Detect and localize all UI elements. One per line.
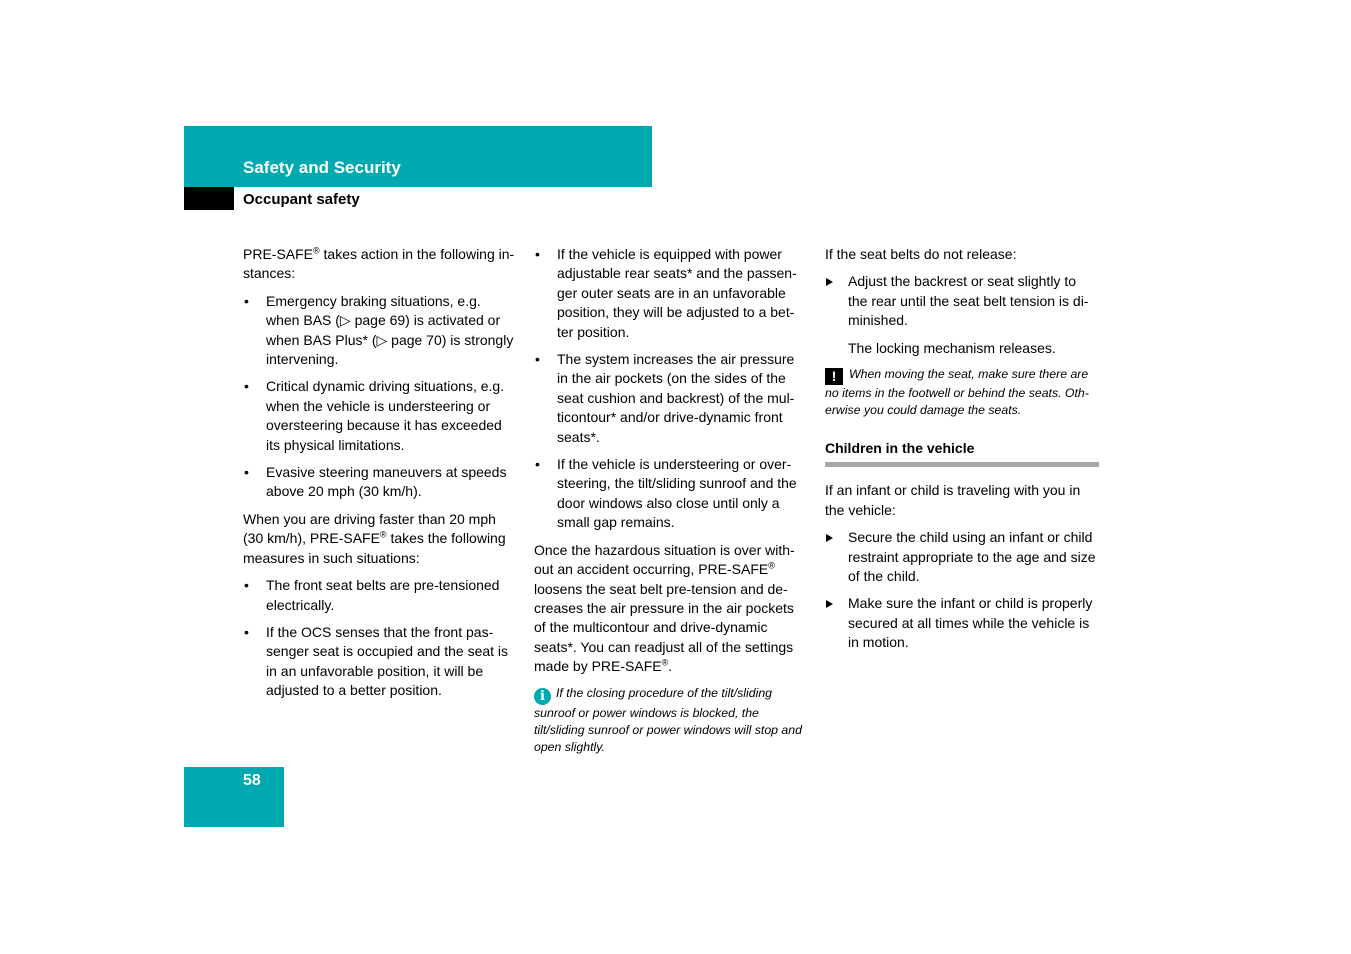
page-number: 58 [243, 772, 261, 789]
step-arrow-icon [826, 278, 833, 286]
column-3 [825, 245, 1099, 661]
belts-intro: If the seat belts do not release: [825, 246, 1017, 262]
subsection-title: Occupant safety [243, 191, 360, 208]
list-item: • Critical dynamic driving situations, e.g. when the vehicle is understeering or oversteering because it has exceeded its physical limitations. [244, 378, 505, 453]
warning-note-text: When moving the seat, make sure there are no items in the footwell or behind the seats. Oth-erwise you could damage the seats. [825, 367, 1089, 418]
children-heading: Children in the vehicle [825, 439, 1099, 467]
info-note [534, 685, 808, 756]
subsection-marker [184, 187, 234, 210]
list-item: • Emergency braking situations, e.g. when BAS (▷ page 69) is activated or when BAS Plus* (▷ page 70) is strongly intervening. [244, 292, 514, 368]
step-arrow-icon [826, 600, 833, 608]
measures-list [243, 576, 517, 700]
children-steps [825, 528, 1099, 652]
warning-icon: ! [825, 368, 843, 385]
step-arrow-icon [826, 534, 833, 542]
info-icon: i [534, 688, 551, 705]
list-item: • If the vehicle is equipped with power adjustable rear seats* and the passen-ger outer seats are in an unfavorable position, they will be adjusted to a bet-ter position. [535, 246, 797, 340]
warning-note [825, 366, 1099, 419]
info-note-text: If the closing procedure of the tilt/sliding sunroof or power windows is blocked, the tilt/sliding sunroof or power windows will stop and open slightly. [534, 685, 802, 754]
children-paragraph: If an infant or child is traveling with you in the vehicle: [825, 482, 1081, 518]
list-item: • If the vehicle is understeering or over-steering, the tilt/sliding sunroof and the door windows also close until only a small gap remains. [535, 456, 797, 531]
measures-list-continued [534, 245, 808, 533]
list-item: • The front seat belts are pre-tensioned electrically. [244, 577, 500, 613]
list-item: • Evasive steering maneuvers at speeds above 20 mph (30 km/h). [244, 464, 507, 500]
instruction-step: Adjust the backrest or seat slightly to the rear until the seat belt tension is di-minished. [825, 272, 1099, 330]
hazard-over-paragraph: Once the hazardous situation is over with-out an accident occurring, PRE-SAFE® loosens the seat belt pre-tension and de-creases the air pressure in the air pockets of the multicontour and drive-dynamic seats*. You can readjust all of the settings made by PRE-SAFE®. [534, 541, 795, 675]
instruction-step: Make sure the infant or child is properly secured at all times while the vehicle is in motion. [825, 594, 1099, 652]
list-item: • The system increases the air pressure in the air pockets (on the sides of the seat cushion and backrest) of the mul-ticontour* and/or drive-dynamic front seats*. [535, 351, 795, 445]
column-2 [534, 245, 808, 768]
list-item: • If the OCS senses that the front pas-senger seat is occupied and the seat is in an unfavorable position, it will be adjusted to a better position. [244, 623, 509, 699]
intro-paragraph: PRE-SAFE® takes action in the following in-stances: [243, 245, 515, 282]
section-title: Safety and Security [243, 158, 401, 177]
step-result: The locking mechanism releases. [848, 339, 1056, 356]
page-number-box [184, 767, 284, 827]
action-list [243, 292, 517, 502]
measures-paragraph: When you are driving faster than 20 mph (30 km/h), PRE-SAFE® takes the following measures in such situations: [243, 510, 506, 566]
column-1 [243, 245, 517, 709]
release-steps [825, 272, 1099, 358]
instruction-step: Secure the child using an infant or child restraint appropriate to the age and size of the child. [825, 528, 1099, 586]
